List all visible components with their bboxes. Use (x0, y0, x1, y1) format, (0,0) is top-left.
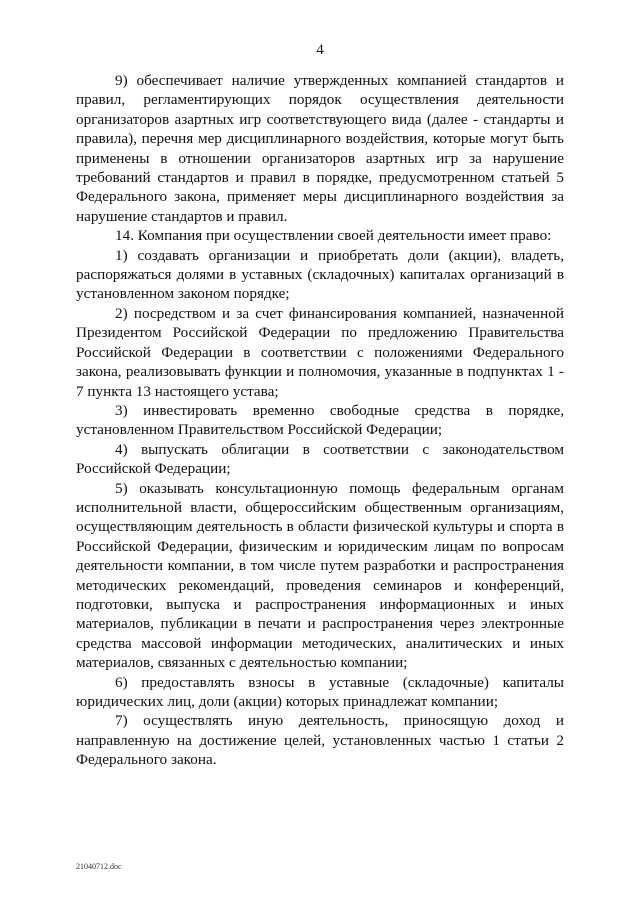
document-file-code: 21040712.doc (76, 862, 122, 871)
paragraph-section-14: 14. Компания при осуществлении своей деятельности имеет право: (115, 227, 552, 245)
paragraph-right-7: 7) осуществлять иную деятельность, приносящую доход и направленную на достижение целей, установленных частью 1 статьи 2 Федерального закона. (76, 712, 564, 769)
page-number: 4 (316, 42, 324, 58)
paragraph-right-6: 6) предоставлять взносы в уставные (складочные) капиталы юридических лиц, доли (акции) которых принадлежат компании; (76, 673, 564, 710)
paragraph-item-9: 9) обеспечивает наличие утвержденных компанией стандартов и правил, регламентирующих порядок осуществления деятельности организаторов азартных игр соответствующего вида (далее - стандарты и правила), перечня мер дисциплинарного воздействия, которые могут быть применены в отношении организаторов азартных игр за нарушение требований стандартов и правил в порядке, предусмотренном статьей 5 Федерального закона, применяет меры дисциплинарного воздействия за нарушение стандартов и правил. (76, 72, 564, 225)
paragraph-right-1: 1) создавать организации и приобретать доли (акции), владеть, распоряжаться долями в уставных (складочных) капиталах организаций в установленном законом порядке; (76, 246, 564, 303)
paragraph-right-3: 3) инвестировать временно свободные средства в порядке, установленном Правительством Российской Федерации; (76, 401, 564, 439)
paragraph-right-4: 4) выпускать облигации в соответствии с законодательством Российской Федерации; (76, 440, 564, 478)
paragraph-right-2: 2) посредством и за счет финансирования компанией, назначенной Президентом Российской Федерации по предложению Правительства Российской Федерации в соответствии с положениями Федерального закона, реализовывать функции и полномочия, указанные в подпунктах 1 - 7 пункта 13 настоящего устава; (76, 304, 564, 400)
document-body (76, 71, 564, 770)
paragraph-right-5: 5) оказывать консультационную помощь федеральным органам исполнительной власти, общероссийским общественным организациям, осуществляющим деятельность в области физической культуры и спорта в Российской Федерации, физическим и юридическим лицам по вопросам деятельности компании, в том числе путем разработки и распространения методических рекомендаций, проведения семинаров и конференций, подготовки, выпуска и распространения информационных и иных материалов, публикации в печати и распространения через электронные средства массовой информации методических, аналитических и иных материалов, связанных с деятельностью компании; (76, 479, 564, 672)
